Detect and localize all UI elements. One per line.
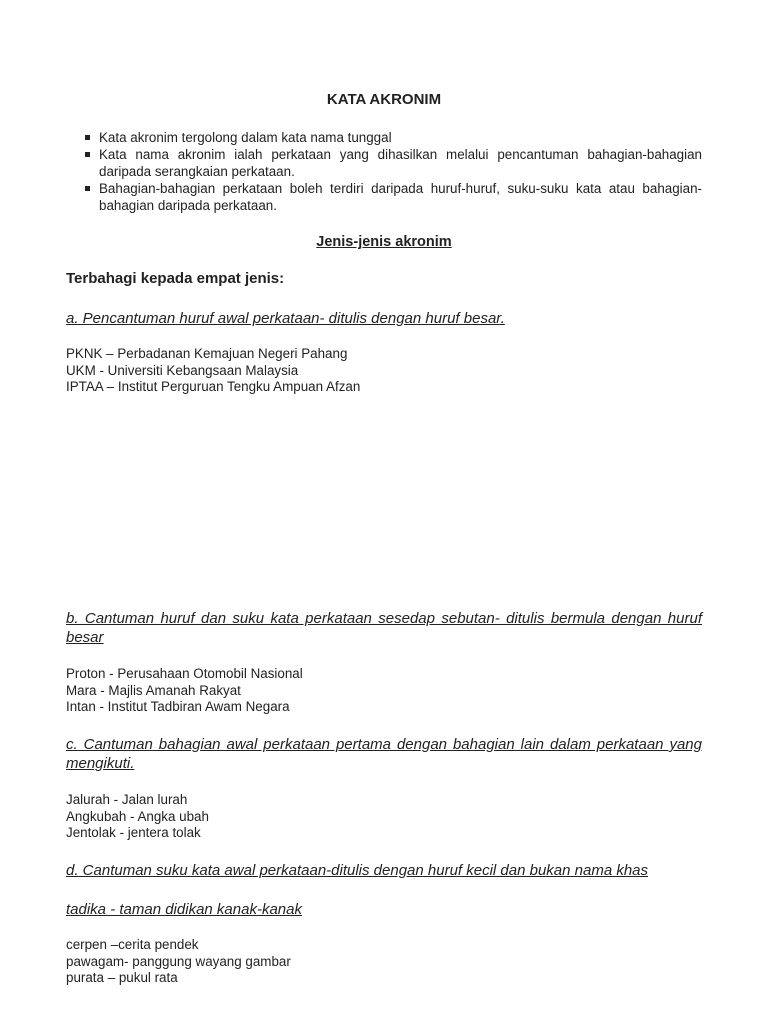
intro-text: Terbahagi kepada empat jenis: (66, 270, 285, 287)
section-d-heading-example: tadika - taman didikan kanak-kanak (66, 901, 302, 918)
bullet-item: Kata akronim tergolong dalam kata nama tunggal (80, 129, 702, 146)
section-a-heading: a. Pencantuman huruf awal perkataan- ditulis dengan huruf besar. (66, 310, 505, 327)
definition-bullet-list (80, 129, 702, 214)
example-item: Proton - Perusahaan Otomobil Nasional (66, 666, 303, 681)
example-item: cerpen –cerita pendek (66, 937, 199, 952)
section-c-heading (66, 735, 702, 773)
example-item: Jalurah - Jalan lurah (66, 792, 188, 807)
example-item: Jentolak - jentera tolak (66, 825, 201, 841)
section-b-heading (66, 609, 702, 647)
example-item: pawagam- panggung wayang gambar (66, 953, 291, 969)
example-item: PKNK – Perbadanan Kemajuan Negeri Pahang (66, 346, 348, 361)
example-item: Angkubah - Angka ubah (66, 808, 209, 824)
section-b-examples (66, 666, 303, 716)
example-item: Intan - Institut Tadbiran Awam Negara (66, 699, 290, 715)
section-b-heading-text: b. Cantuman huruf dan suku kata perkataan sesedap sebutan- ditulis bermula dengan huruf besar (66, 610, 702, 646)
example-item: purata – pukul rata (66, 970, 178, 986)
section-c-examples (66, 792, 209, 842)
section-d-heading-text: d. Cantuman suku kata awal perkataan-ditulis dengan huruf kecil dan bukan nama khas (66, 862, 649, 879)
section-c-heading-text: c. Cantuman bahagian awal perkataan pertama dengan bahagian lain dalam perkataan yang mengikuti. (66, 736, 702, 772)
bullet-item: Kata nama akronim ialah perkataan yang dihasilkan melalui pencantuman bahagian-bahagian daripada serangkaian perkataan. (80, 146, 702, 180)
bullet-item: Bahagian-bahagian perkataan boleh terdiri daripada huruf-huruf, suku-suku kata atau bahagian-bahagian daripada perkataan. (80, 180, 702, 214)
section-d-heading (66, 861, 702, 880)
example-item: UKM - Universiti Kebangsaan Malaysia (66, 362, 299, 378)
section-a-examples (66, 346, 360, 396)
section-subtitle: Jenis-jenis akronim (316, 234, 452, 250)
example-item: IPTAA – Institut Perguruan Tengku Ampuan Afzan (66, 379, 361, 395)
document-title: KATA AKRONIM (326, 91, 442, 108)
example-item: Mara - Majlis Amanah Rakyat (66, 682, 241, 698)
section-d-examples (66, 937, 291, 987)
